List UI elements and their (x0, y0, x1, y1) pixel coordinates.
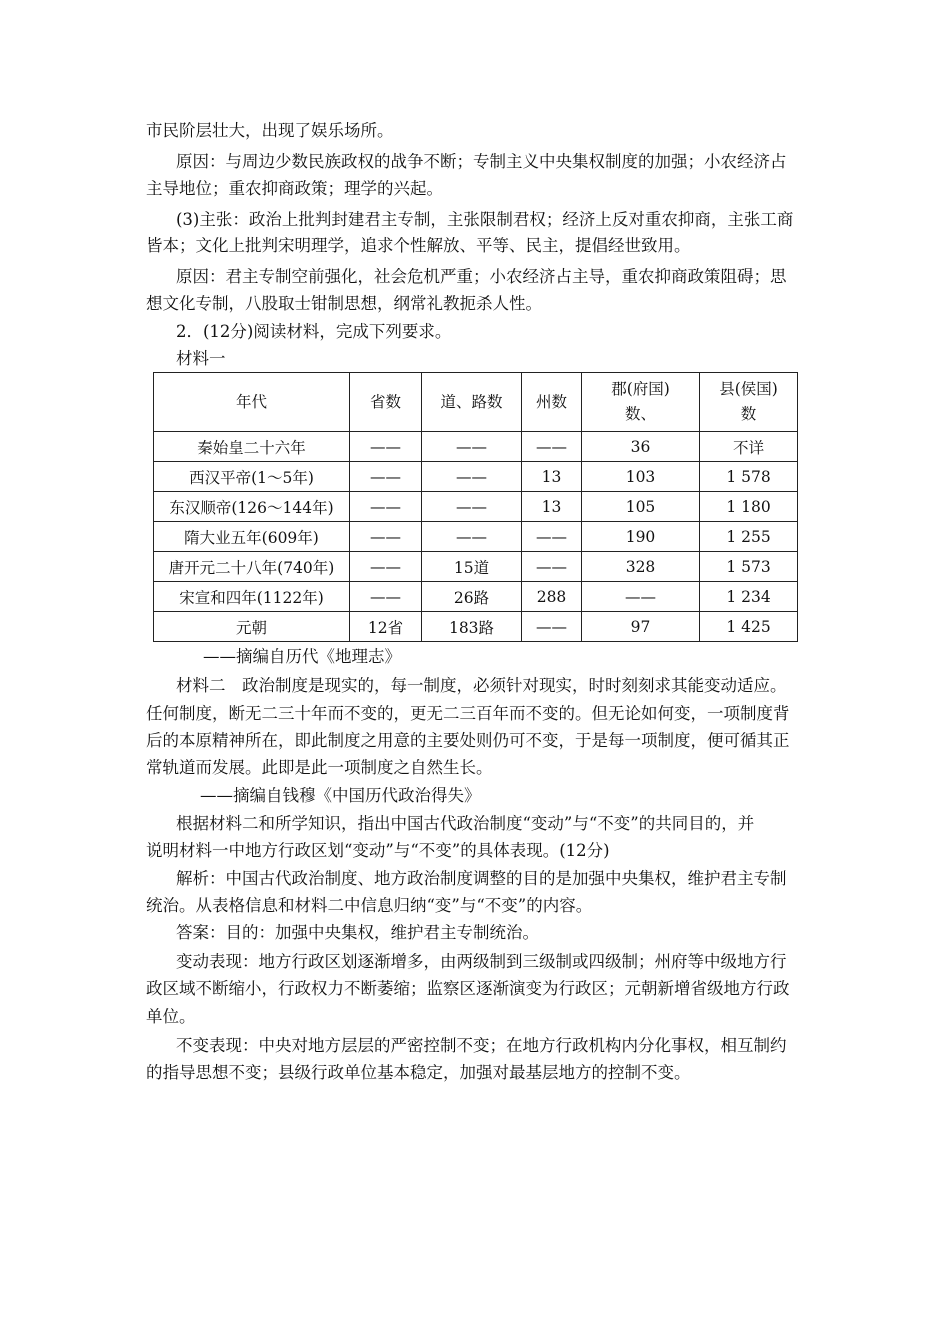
table-cell: 13 (522, 462, 582, 492)
table-cell: —— (422, 462, 522, 492)
paragraph-line: 统治。从表格信息和材料二中信息归纳“变”与“不变”的内容。 (146, 896, 593, 915)
table-cell: 97 (582, 612, 700, 642)
table-cell: 103 (582, 462, 700, 492)
table-cell: 1 573 (700, 552, 798, 582)
table-cell: —— (350, 432, 422, 462)
col-header-era: 年代 (154, 373, 350, 432)
paragraph-line: 常轨道而发展。此即是此一项制度之自然生长。 (146, 758, 493, 777)
paragraph-line: 主导地位；重农抑商政策；理学的兴起。 (146, 179, 443, 198)
table-row (154, 492, 798, 522)
paragraph-line: 皆本；文化上批判宋明理学，追求个性解放、平等、民主，提倡经世致用。 (146, 236, 691, 255)
table-cell: 元朝 (154, 612, 350, 642)
paragraph-line: 说明材料一中地方行政区划“变动”与“不变”的具体表现。(12分) (146, 841, 610, 860)
table-cell: 秦始皇二十六年 (154, 432, 350, 462)
table-cell: 105 (582, 492, 700, 522)
table-cell: 183路 (422, 612, 522, 642)
material-label: 材料一 (176, 349, 226, 368)
header-text: 数、 (624, 405, 656, 423)
table-cell: 唐开元二十八年(740年) (154, 552, 350, 582)
table-cell: —— (422, 492, 522, 522)
table-cell: 1 578 (700, 462, 798, 492)
table-cell: 36 (582, 432, 700, 462)
table-cell: 隋大业五年(609年) (154, 522, 350, 552)
source-citation: ——摘编自钱穆《中国历代政治得失》 (200, 786, 481, 805)
table-header-row (154, 373, 798, 432)
paragraph-line: 市民阶层壮大，出现了娱乐场所。 (146, 121, 394, 140)
paragraph-line: 变动表现：地方行政区划逐渐增多，由两级制到三级制或四级制；州府等中级地方行 (176, 952, 787, 971)
table-row (154, 582, 798, 612)
paragraph-line: 不变表现：中央对地方层层的严密控制不变；在地方行政机构内分化事权，相互制约 (176, 1036, 787, 1055)
header-text: 县(侯国) (719, 380, 778, 398)
admin-divisions-table (153, 372, 798, 642)
col-header-circuits: 道、路数 (422, 373, 522, 432)
col-header-counties (700, 373, 798, 432)
table-cell: —— (522, 552, 582, 582)
table-row (154, 522, 798, 552)
paragraph-line: 任何制度，断无二三十年而不变的，更无二三百年而不变的。但无论如何变，一项制度背 (146, 704, 790, 723)
table-cell: 13 (522, 492, 582, 522)
paragraph-line: 后的本原精神所在，即此制度之用意的主要处则仍可不变，于是每一项制度，便可循其正 (146, 731, 790, 750)
table-cell: 1 234 (700, 582, 798, 612)
table-row (154, 612, 798, 642)
paragraph-line: 答案：目的：加强中央集权，维护君主专制统治。 (176, 923, 539, 942)
paragraph-line: (3)主张：政治上批判封建君主专制，主张限制君权；经济上反对重农抑商，主张工商 (176, 210, 794, 229)
table-cell: 12省 (350, 612, 422, 642)
table-cell: 1 425 (700, 612, 798, 642)
table-cell: —— (350, 552, 422, 582)
paragraph-line: 想文化专制，八股取士钳制思想，纲常礼教扼杀人性。 (146, 294, 542, 313)
paragraph-line: 政区域不断缩小，行政权力不断萎缩；监察区逐渐演变为行政区；元朝新增省级地方行政 (146, 979, 790, 998)
paragraph-line: 解析：中国古代政治制度、地方政治制度调整的目的是加强中央集权，维护君主专制 (176, 869, 787, 888)
table-cell: —— (422, 432, 522, 462)
table-cell: 东汉顺帝(126～144年) (154, 492, 350, 522)
table-cell: 15道 (422, 552, 522, 582)
paragraph-line: 根据材料二和所学知识，指出中国古代政治制度“变动”与“不变”的共同目的，并 (176, 814, 755, 833)
table-row (154, 432, 798, 462)
table-cell: 宋宣和四年(1122年) (154, 582, 350, 612)
header-text: 郡(府国) (611, 380, 670, 398)
table-cell: 328 (582, 552, 700, 582)
paragraph-line: 单位。 (146, 1007, 196, 1026)
table-cell: —— (522, 612, 582, 642)
paragraph-line: 原因：与周边少数民族政权的战争不断；专制主义中央集权制度的加强；小农经济占 (176, 152, 787, 171)
table-cell: —— (350, 522, 422, 552)
table-cell: —— (350, 492, 422, 522)
table-cell: 西汉平帝(1～5年) (154, 462, 350, 492)
table-cell: 1 255 (700, 522, 798, 552)
col-header-commanderies (582, 373, 700, 432)
col-header-provinces: 省数 (350, 373, 422, 432)
col-header-zhou: 州数 (522, 373, 582, 432)
question-heading: 2．(12分)阅读材料，完成下列要求。 (176, 322, 452, 341)
table-row (154, 462, 798, 492)
table-cell: 288 (522, 582, 582, 612)
table-cell: —— (350, 462, 422, 492)
paragraph-line: 的指导思想不变；县级行政单位基本稳定，加强对最基层地方的控制不变。 (146, 1063, 691, 1082)
table-cell: —— (422, 522, 522, 552)
table-cell: 26路 (422, 582, 522, 612)
table-cell: 不详 (700, 432, 798, 462)
table-cell: —— (350, 582, 422, 612)
table-cell: —— (522, 432, 582, 462)
table-cell: —— (582, 582, 700, 612)
table-cell: 1 180 (700, 492, 798, 522)
table-cell: 190 (582, 522, 700, 552)
paragraph-line: 材料二 政治制度是现实的，每一制度，必须针对现实，时时刻刻求其能变动适应。 (176, 676, 787, 695)
source-citation: ——摘编自历代《地理志》 (203, 647, 401, 666)
header-text: 数 (740, 405, 757, 423)
table-cell: —— (522, 522, 582, 552)
table-row (154, 552, 798, 582)
paragraph-line: 原因：君主专制空前强化，社会危机严重；小农经济占主导，重农抑商政策阻碍；思 (176, 267, 787, 286)
